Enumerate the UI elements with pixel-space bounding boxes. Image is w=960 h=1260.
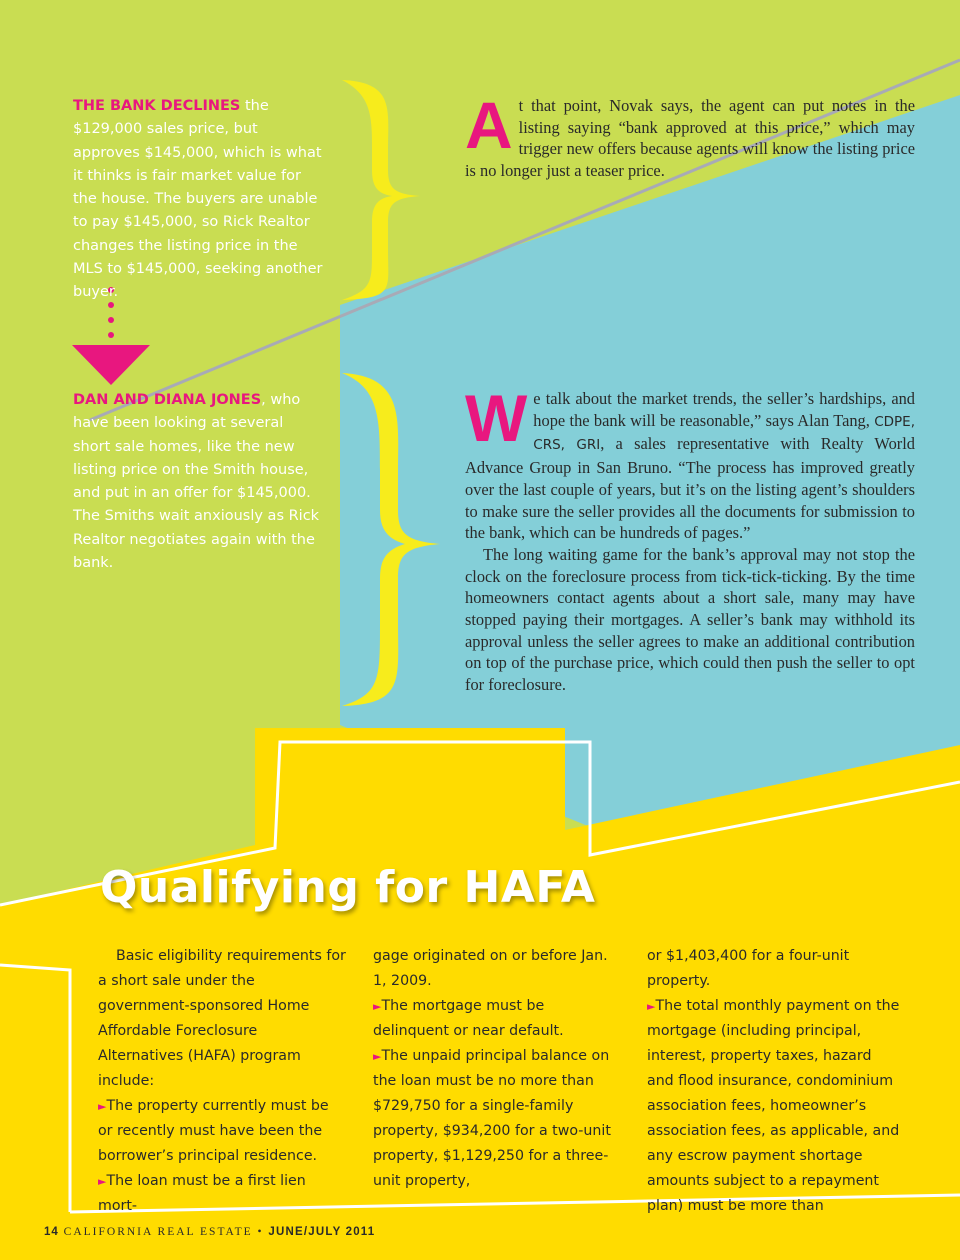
hafa-bullet: ►The mortgage must be delinquent or near default. (373, 998, 564, 1039)
hafa-bullet: ►The unpaid principal balance on the loan must be no more than $729,750 for a single-family property, $934,200 for a two-unit property, $1,129,250 for a three-unit property, (373, 1048, 611, 1189)
triangle-bullet-icon: ► (98, 1100, 107, 1113)
hafa-intro: Basic eligibility requirements for a short sale under the government-sponsored Home Affordable Foreclosure Alternatives (HAFA) program include: (98, 948, 346, 1089)
article-text: , a sales representative with Realty World Advance Group in San Bruno. “The process has improved greatly over the last couple of years, but it’s on the listing agent’s shoulders to make sure the seller provides all the documents for submission to the bank, which can be hundreds of pages.” (465, 434, 915, 543)
sidebar-note-text: the $129,000 sales price, but approves $145,000, which is what it thinks is fair market value for the house. The buyers are unable to pay $145,000, so Rick Realtor changes the listing price in the MLS to $145,000, seeking another buyer. (73, 98, 323, 301)
sidebar-note-lead: DAN AND DIANA JONES (73, 392, 262, 408)
hafa-bullet: ►The loan must be a first lien mort- (98, 1173, 306, 1214)
down-triangle-arrow-icon (72, 345, 150, 385)
triangle-bullet-icon: ► (647, 1000, 656, 1013)
hafa-column-1 (98, 944, 346, 1219)
footer-separator: • (257, 1226, 264, 1238)
article-paragraph: The long waiting game for the bank’s approval may not stop the clock on the foreclosure process from tick-tick-ticking. By the time homeowners contact agents about a short sale, many may have stopped paying their mortgages. A seller’s bank may withhold its approval unless the seller agrees to make an additional contribution on top of the purchase price, which could then push the seller to opt for foreclosure. (465, 544, 915, 695)
connector-dot (108, 317, 114, 323)
publication-name: CALIFORNIA REAL ESTATE (63, 1226, 253, 1238)
hafa-bullet: ►The property currently must be or recently must have been the borrower’s principal residence. (98, 1098, 329, 1164)
triangle-bullet-icon: ► (373, 1000, 382, 1013)
page-footer (44, 1226, 375, 1238)
lime-wedge (300, 600, 340, 720)
sidebar-note-text: , who have been looking at several short sale homes, like the new listing price on the Smith house, and put in an offer for $145,000. The Smiths wait anxiously as Rick Realtor negotiates again with the bank. (73, 392, 320, 572)
article-text: t that point, Novak says, the agent can put notes in the listing saying “bank approved at this price,” which may trigger new offers because agents will know the listing price is no longer just a teaser price. (465, 96, 915, 181)
article-text: e talk about the market trends, the seller’s hardships, and hope the bank will be reasonable,” says Alan Tang, (533, 389, 915, 430)
hafa-bullet-cont: gage originated on or before Jan. 1, 2009. (373, 948, 608, 989)
triangle-bullet-icon: ► (373, 1050, 382, 1063)
sidebar-note-jones (73, 389, 323, 575)
hafa-column-2 (373, 944, 621, 1194)
page-number: 14 (44, 1226, 59, 1238)
drop-cap: A (465, 88, 513, 162)
triangle-bullet-icon: ► (98, 1175, 107, 1188)
drop-cap: W (465, 381, 528, 455)
curly-brace-icon (342, 80, 420, 300)
hafa-bullet: ►The total monthly payment on the mortgage (including principal, interest, property taxes, hazard and flood insurance, condominium association fees, homeowner’s association fees, as applicable, and any escrow payment shortage amounts subject to a repayment plan) must be more than (647, 998, 900, 1214)
section-title: Qualifying for HAFA (100, 862, 596, 913)
article-paragraph (465, 381, 915, 544)
credentials: CDPE, CRS, GRI (533, 413, 915, 454)
article-block-1 (465, 88, 915, 182)
connector-dot (108, 332, 114, 338)
sidebar-note-lead: THE BANK DECLINES (73, 98, 241, 114)
issue-date: JUNE/JULY 2011 (268, 1226, 376, 1238)
hafa-bullet-cont: or $1,403,400 for a four-unit property. (647, 948, 850, 989)
sidebar-note-bank-declines (73, 95, 323, 305)
article-block-2 (465, 381, 915, 696)
hafa-column-3 (647, 944, 902, 1219)
